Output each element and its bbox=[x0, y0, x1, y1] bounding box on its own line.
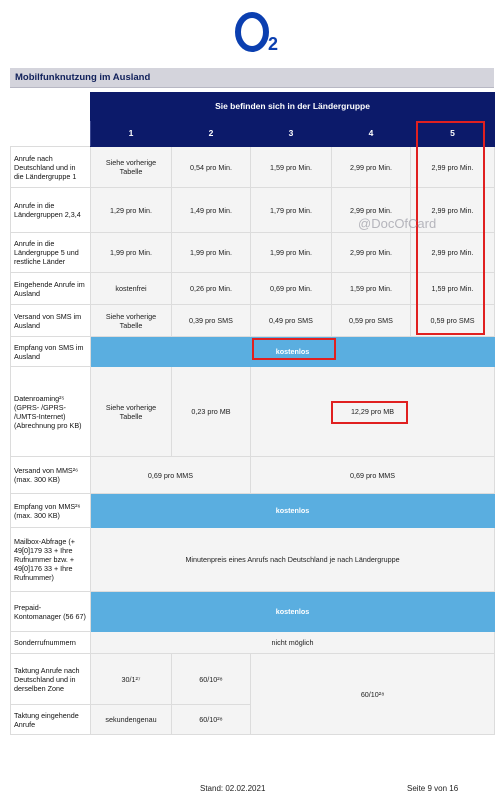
section-title: Mobilfunknutzung im Ausland bbox=[10, 68, 494, 88]
table-cell: 2,99 pro Min. bbox=[411, 188, 495, 233]
table-row bbox=[11, 337, 495, 367]
table-cell: 1,29 pro Min. bbox=[91, 188, 172, 233]
free-cell: kostenlos bbox=[91, 592, 495, 632]
table-cell: 2,99 pro Min. bbox=[411, 233, 495, 273]
table-cell: 2,99 pro Min. bbox=[411, 147, 495, 188]
table-cell: 12,29 pro MB bbox=[251, 367, 495, 457]
table-cell: 0,23 pro MB bbox=[172, 367, 251, 457]
table-cell: 0,49 pro SMS bbox=[251, 305, 332, 337]
group-2-header: 2 bbox=[172, 121, 251, 147]
row-label: Datenroaming²⁵ (GPRS- /GPRS- /UMTS-Internet) (Abrechnung pro KB) bbox=[11, 367, 91, 457]
roaming-tariff-table bbox=[10, 92, 495, 735]
table-cell: 0,39 pro SMS bbox=[172, 305, 251, 337]
group-5-header: 5 bbox=[411, 121, 495, 147]
row-label: Versand von SMS im Ausland bbox=[11, 305, 91, 337]
table-cell: Siehe vorherige Tabelle bbox=[91, 305, 172, 337]
row-label: Taktung eingehende Anrufe bbox=[11, 705, 91, 735]
table-cell: 0,54 pro Min. bbox=[172, 147, 251, 188]
table-cell: 1,99 pro Min. bbox=[172, 233, 251, 273]
footer-page: Seite 9 von 16 bbox=[407, 784, 459, 793]
table-cell: Siehe vorherige Tabelle bbox=[91, 367, 172, 457]
row-label: Versand von MMS²⁶ (max. 300 KB) bbox=[11, 457, 91, 494]
table-cell: sekundengenau bbox=[91, 705, 172, 735]
table-cell: 60/10²⁸ bbox=[172, 654, 251, 705]
table-cell: 2,99 pro Min. bbox=[332, 147, 411, 188]
table-row bbox=[11, 592, 495, 632]
table-cell: 60/10²⁸ bbox=[172, 705, 251, 735]
row-label: Taktung Anrufe nach Deutschland und in derselben Zone bbox=[11, 654, 91, 705]
table-row bbox=[11, 233, 495, 273]
group-header: Sie befinden sich in der Ländergruppe bbox=[91, 93, 495, 121]
table-cell: 0,59 pro SMS bbox=[332, 305, 411, 337]
table-cell: 0,69 pro MMS bbox=[91, 457, 251, 494]
table-cell: kostenfrei bbox=[91, 273, 172, 305]
table-row bbox=[11, 494, 495, 528]
table-row bbox=[11, 457, 495, 494]
row-label: Anrufe nach Deutschland und in die Ländergruppe 1 bbox=[11, 147, 91, 188]
table-cell: 1,59 pro Min. bbox=[411, 273, 495, 305]
table-row bbox=[11, 654, 495, 705]
group-3-header: 3 bbox=[251, 121, 332, 147]
table-cell: 1,99 pro Min. bbox=[91, 233, 172, 273]
table-row bbox=[11, 632, 495, 654]
watermark: @DocOfCard bbox=[358, 216, 437, 231]
table-cell: Siehe vorherige Tabelle bbox=[91, 147, 172, 188]
table-cell: 1,49 pro Min. bbox=[172, 188, 251, 233]
table-cell: nicht möglich bbox=[91, 632, 495, 654]
row-label: Sonderrufnummern bbox=[11, 632, 91, 654]
table-row bbox=[11, 305, 495, 337]
corner-cell bbox=[11, 93, 91, 121]
group-1-header: 1 bbox=[91, 121, 172, 147]
table-cell: 60/10²⁸ bbox=[251, 654, 495, 735]
table-row bbox=[11, 367, 495, 457]
row-label: Anrufe in die Ländergruppe 5 und restliche Länder bbox=[11, 233, 91, 273]
row-label: Anrufe in die Ländergruppen 2,3,4 bbox=[11, 188, 91, 233]
table-cell: 0,69 pro Min. bbox=[251, 273, 332, 305]
table-cell: Minutenpreis eines Anrufs nach Deutschland je nach Ländergruppe bbox=[91, 528, 495, 592]
table-cell: 0,59 pro SMS bbox=[411, 305, 495, 337]
row-label: Eingehende Anrufe im Ausland bbox=[11, 273, 91, 305]
table-cell: 1,59 pro Min. bbox=[251, 147, 332, 188]
table-cell: 2,99 pro Min. bbox=[332, 233, 411, 273]
row-label: Empfang von MMS²⁶ (max. 300 KB) bbox=[11, 494, 91, 528]
svg-text:2: 2 bbox=[268, 34, 279, 54]
table-cell: 0,69 pro MMS bbox=[251, 457, 495, 494]
table-cell: 1,99 pro Min. bbox=[251, 233, 332, 273]
corner-cell bbox=[11, 121, 91, 147]
free-cell: kostenlos bbox=[91, 337, 495, 367]
row-label: Mailbox-Abfrage (+ 49[0]179 33 + Ihre Rufnummer bzw. + 49[0]176 33 + Ihre Rufnummer) bbox=[11, 528, 91, 592]
free-cell: kostenlos bbox=[91, 494, 495, 528]
table-cell: 0,26 pro Min. bbox=[172, 273, 251, 305]
o2-logo bbox=[232, 10, 292, 54]
table-row bbox=[11, 528, 495, 592]
row-label: Prepaid-Kontomanager (56 67) bbox=[11, 592, 91, 632]
table-row bbox=[11, 147, 495, 188]
table-cell: 1,59 pro Min. bbox=[332, 273, 411, 305]
row-label: Empfang von SMS im Ausland bbox=[11, 337, 91, 367]
group-4-header: 4 bbox=[332, 121, 411, 147]
table-cell: 30/1²⁷ bbox=[91, 654, 172, 705]
table-cell: 2,99 pro Min. bbox=[332, 188, 411, 233]
footer-date: Stand: 02.02.2021 bbox=[200, 784, 266, 793]
table-cell: 1,79 pro Min. bbox=[251, 188, 332, 233]
table-row bbox=[11, 273, 495, 305]
